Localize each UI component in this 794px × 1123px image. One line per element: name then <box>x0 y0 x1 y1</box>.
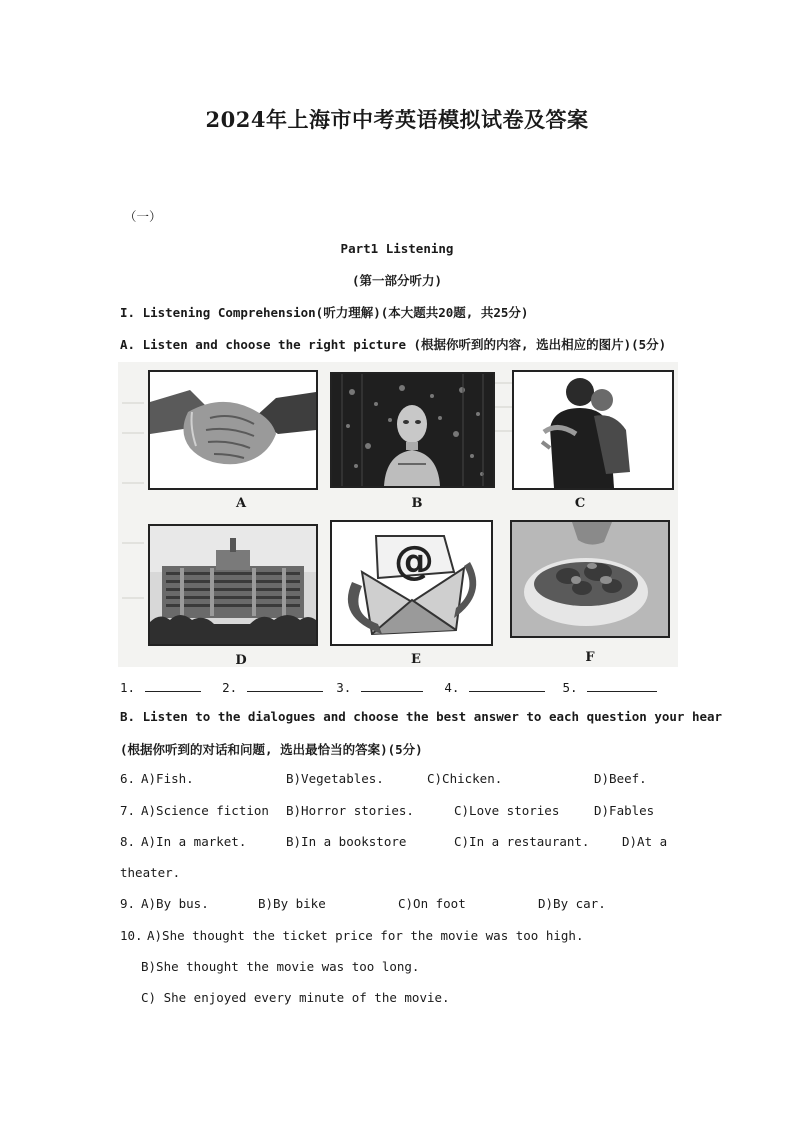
robot-icon <box>332 374 493 486</box>
question-8-option-b[interactable]: B)In a bookstore <box>286 834 407 849</box>
answer-blanks-row <box>120 679 657 695</box>
question-7-option-a[interactable]: A)Science fiction <box>141 803 269 818</box>
question-7-option-c[interactable]: C)Love stories <box>454 803 560 818</box>
question-6-option-d[interactable]: D)Beef. <box>594 771 647 786</box>
handshake-icon <box>150 372 316 488</box>
salad-bowl-icon <box>512 522 668 636</box>
picture-c-label: C <box>574 496 586 511</box>
section-mark: （一） <box>124 209 162 224</box>
answer-blank-5[interactable] <box>587 679 657 692</box>
question-8-option-d-continued: theater. <box>120 865 181 880</box>
question-10-option-b[interactable]: B)She thought the movie was too long. <box>141 959 420 974</box>
question-6-option-b[interactable]: B)Vegetables. <box>286 771 384 786</box>
question-8-option-a[interactable]: A)In a market. <box>141 834 247 849</box>
page-title: 2024年上海市中考英语模拟试卷及答案 <box>205 107 589 132</box>
svg-text:@: @ <box>394 538 434 584</box>
question-8-number: 8. <box>120 834 136 849</box>
picture-f-label: F <box>585 650 595 665</box>
picture-e-label: E <box>411 652 421 667</box>
question-9-option-a[interactable]: A)By bus. <box>141 896 209 911</box>
question-6-number: 6. <box>120 771 136 786</box>
blank-label-1: 1. <box>120 680 136 695</box>
question-7-number: 7. <box>120 803 136 818</box>
picture-c[interactable] <box>512 370 674 490</box>
question-8-option-c[interactable]: C)In a restaurant. <box>454 834 590 849</box>
picture-a[interactable] <box>148 370 318 490</box>
section-a-heading: A. Listen and choose the right picture (根据你听到的内容, 选出相应的图片)(5分) <box>120 337 667 352</box>
picture-b[interactable] <box>330 372 495 488</box>
section-b-heading: B. Listen to the dialogues and choose the best answer to each question your hear <box>120 709 723 724</box>
question-9-option-c[interactable]: C)On foot <box>398 896 466 911</box>
picture-b-label: B <box>411 496 423 511</box>
part-subtitle: (第一部分听力) <box>351 273 443 288</box>
question-9-option-b[interactable]: B)By bike <box>258 896 326 911</box>
section-b-subheading: (根据你听到的对话和问题, 选出最恰当的答案)(5分) <box>120 742 423 757</box>
blank-label-5: 5. <box>562 680 578 695</box>
answer-blank-2[interactable] <box>247 679 323 692</box>
picture-a-label: A <box>235 496 247 511</box>
answer-blank-4[interactable] <box>469 679 545 692</box>
email-icon <box>332 522 491 644</box>
question-9-number: 9. <box>120 896 136 911</box>
question-6-option-c[interactable]: C)Chicken. <box>427 771 503 786</box>
section-i-heading: I. Listening Comprehension(听力理解)(本大题共20题, 共25分) <box>120 305 529 320</box>
hug-icon <box>514 372 672 488</box>
answer-blank-3[interactable] <box>361 679 423 692</box>
picture-d[interactable] <box>148 524 318 646</box>
blank-label-4: 4. <box>444 680 460 695</box>
question-8-option-d[interactable]: D)At a <box>622 834 668 849</box>
question-7-option-d[interactable]: D)Fables <box>594 803 655 818</box>
blank-label-2: 2. <box>222 680 238 695</box>
question-10-number: 10. <box>120 928 143 943</box>
blank-label-3: 3. <box>336 680 352 695</box>
part-title: Part1 Listening <box>340 241 454 256</box>
picture-e[interactable] <box>330 520 493 646</box>
building-icon <box>150 526 316 644</box>
picture-d-label: D <box>235 653 247 668</box>
answer-blank-1[interactable] <box>145 679 201 692</box>
question-6-option-a[interactable]: A)Fish. <box>141 771 194 786</box>
question-7-option-b[interactable]: B)Horror stories. <box>286 803 414 818</box>
question-10-option-c[interactable]: C) She enjoyed every minute of the movie. <box>141 990 450 1005</box>
picture-f[interactable] <box>510 520 670 638</box>
question-9-option-d[interactable]: D)By car. <box>538 896 606 911</box>
question-10-option-a[interactable]: A)She thought the ticket price for the movie was too high. <box>147 928 584 943</box>
